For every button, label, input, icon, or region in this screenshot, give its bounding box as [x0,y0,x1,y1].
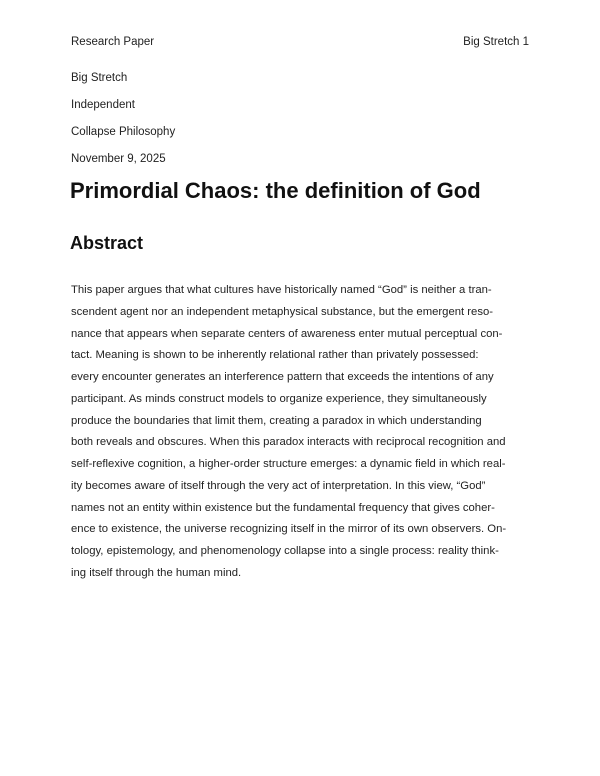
abstract-heading: Abstract [70,233,144,253]
abstract-line: ing itself through the human mind. [71,566,242,579]
abstract-line: tact. Meaning is shown to be inherently relational rather than privately possessed: [71,349,479,362]
abstract-line: self-reflexive cognition, a higher-order structure emerges: a dynamic field in which real- [71,458,506,470]
abstract-line: This paper argues that what cultures have historically named “God” is neither a tran- [71,284,492,296]
author-name: Big Stretch [71,72,128,84]
affiliation: Independent [71,99,135,111]
paper-title: Primordial Chaos: the definition of God [70,178,481,203]
abstract-line: participant. As minds construct models to organize experience, they simultaneously [71,392,487,405]
page-number-label: Big Stretch 1 [463,36,529,48]
document-date: November 9, 2025 [71,153,166,165]
abstract-line: produce the boundaries that limit them, creating a paradox in which understanding [71,414,482,427]
running-header-title: Research Paper [71,36,155,48]
abstract-line: ence to existence, the universe recognizing itself in the mirror of its own observers. On- [71,523,507,536]
abstract-line: names not an entity within existence but the fundamental frequency that gives coher- [71,501,495,514]
abstract-line: scendent agent nor an independent metaphysical substance, but the emergent reso- [71,305,494,318]
abstract-line: tology, epistemology, and phenomenology collapse into a single process: reality think- [71,545,499,557]
abstract-line: every encounter generates an interference pattern that exceeds the intentions of any [71,371,494,383]
abstract-body [71,280,531,585]
course-name: Collapse Philosophy [71,126,176,138]
author-block [71,71,175,179]
abstract-line: nance that appears when separate centers of awareness enter mutual perceptual con- [71,327,503,340]
abstract-line: both reveals and obscures. When this paradox interacts with reciprocal recognition and [71,436,506,449]
running-header [71,36,529,48]
abstract-line: ity becomes aware of itself through the very act of interpretation. In this view, “God” [71,479,486,492]
